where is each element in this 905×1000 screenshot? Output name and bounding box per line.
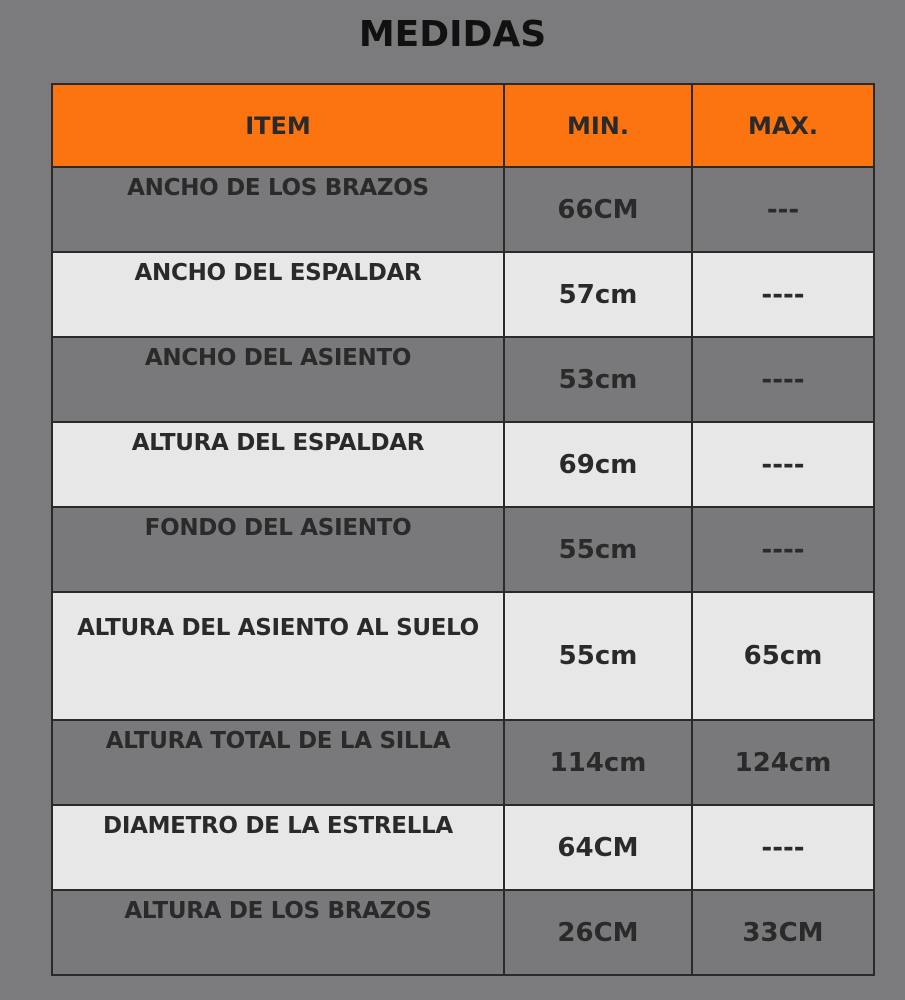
- row-item: DIAMETRO DE LA ESTRELLA: [52, 805, 504, 890]
- row-item: ANCHO DEL ESPALDAR: [52, 252, 504, 337]
- table-row: [52, 507, 874, 592]
- row-item: ALTURA DEL ASIENTO AL SUELO: [52, 592, 504, 720]
- table-row: [52, 422, 874, 507]
- row-min: 114cm: [504, 720, 692, 805]
- row-max: 124cm: [692, 720, 874, 805]
- row-item: ALTURA DEL ESPALDAR: [52, 422, 504, 507]
- row-item: ANCHO DE LOS BRAZOS: [52, 167, 504, 252]
- row-item: ALTURA DE LOS BRAZOS: [52, 890, 504, 975]
- row-min: 55cm: [504, 507, 692, 592]
- header-max: MAX.: [692, 84, 874, 167]
- row-min: 55cm: [504, 592, 692, 720]
- table-row: [52, 167, 874, 252]
- table-row: [52, 592, 874, 720]
- row-max: ----: [692, 805, 874, 890]
- row-item: ANCHO DEL ASIENTO: [52, 337, 504, 422]
- header-min: MIN.: [504, 84, 692, 167]
- row-max: ---: [692, 167, 874, 252]
- table-row: [52, 252, 874, 337]
- table-row: [52, 890, 874, 975]
- table-header-row: [52, 84, 874, 167]
- row-max: 33CM: [692, 890, 874, 975]
- row-min: 69cm: [504, 422, 692, 507]
- row-min: 66CM: [504, 167, 692, 252]
- measurements-table: [51, 83, 875, 976]
- row-min: 57cm: [504, 252, 692, 337]
- row-min: 53cm: [504, 337, 692, 422]
- row-min: 64CM: [504, 805, 692, 890]
- row-max: ----: [692, 252, 874, 337]
- page-title: MEDIDAS: [358, 14, 547, 55]
- row-item: ALTURA TOTAL DE LA SILLA: [52, 720, 504, 805]
- table-row: [52, 337, 874, 422]
- row-max: 65cm: [692, 592, 874, 720]
- row-item: FONDO DEL ASIENTO: [52, 507, 504, 592]
- row-max: ----: [692, 507, 874, 592]
- row-max: ----: [692, 337, 874, 422]
- row-min: 26CM: [504, 890, 692, 975]
- table-row: [52, 805, 874, 890]
- row-max: ----: [692, 422, 874, 507]
- table-row: [52, 720, 874, 805]
- header-item: ITEM: [52, 84, 504, 167]
